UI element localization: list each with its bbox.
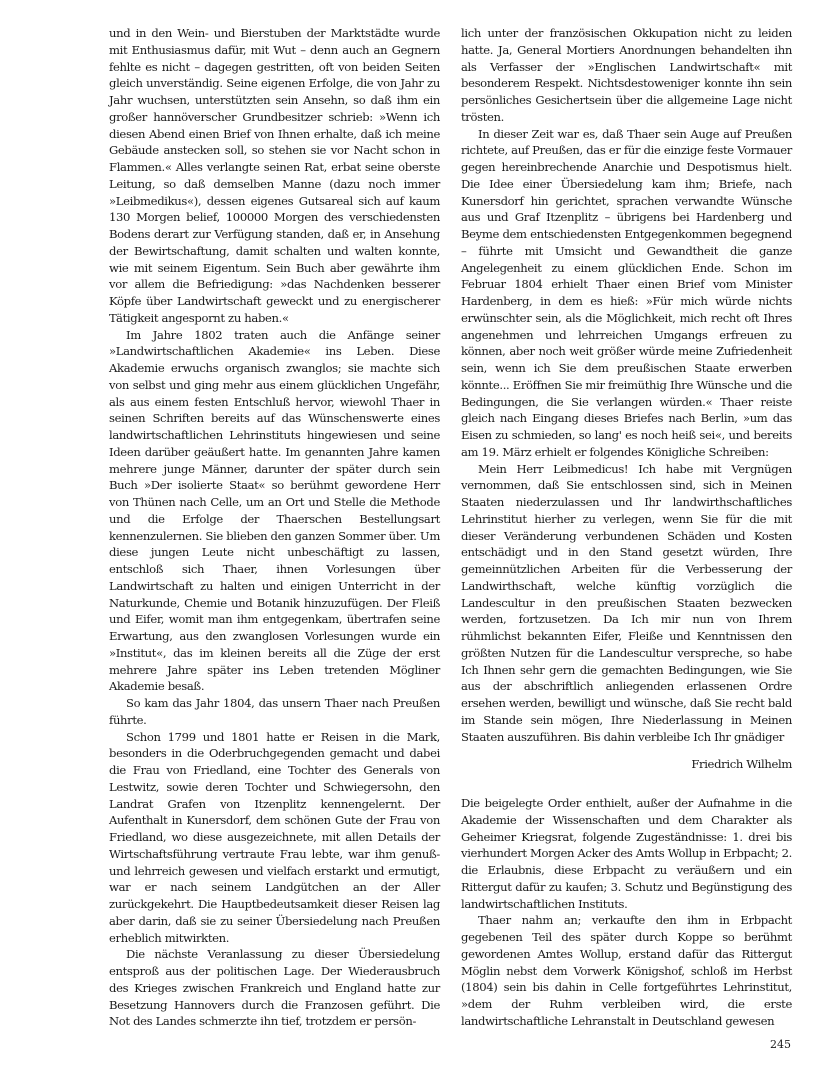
paragraph: Im Jahre 1802 traten auch die Anfänge seiner »Landwirtschaftlichen Akademie« ins Leben. Diese Akademie erwuchs organisch zwanglos; sie machte sich von selbst und ging mehr aus einem glücklichen Ungefähr, als aus einem festen Entschluß hervor, wiewohl Thaer in seinen Schriften bereits auf das Wünschenswerte eines landwirtschaftlichen Lehrinstituts hingewiesen und seine Ideen darüber geäußert hatte. Im genannten Jahre kamen mehrere junge Männer, darunter der später durch sein Buch »Der isolierte Staat« so berühmt gewordene Herr von Thünen nach Celle, um an Ort und Stelle die Methode und die Erfolge der Thaerschen Bestellungsart kennenzulernen. Sie blieben den ganzen Sommer über. Um diese jungen Leute nicht unbeschäftigt zu lassen, entschloß sich Thaer, ihnen Vorlesungen über Landwirtschaft zu halten und einigen Unterricht in der Naturkunde, Chemie und Botanik hinzuzufügen. Der Fleiß und Eifer, womit man ihm entgegenkam, übertrafen seine Erwartung, aus den zwanglosen Vorlesungen wurde ein »Institut«, das im kleinen bereits all die Züge der erst mehrere Jahre später ins Leben tretenden Mögliner Akademie besaß. bbox=[109, 327, 440, 694]
paragraph: In dieser Zeit war es, daß Thaer sein Auge auf Preußen richtete, auf Preußen, das er für die einzige feste Vormauer gegen hereinbrechende Anarchie und Despotismus hielt. Die Idee einer Übersiedelung kam ihm; Briefe, nach Kunersdorf hin gerichtet, sprachen verwandte Wünsche aus und Graf Itzenplitz – übrigens bei Hardenberg und Beyme dem entschiedensten Entgegenkommen begegnend – führte mit Umsicht und Gewandtheit die ganze Angelegenheit zu einem glücklichen Ende. Schon im Februar 1804 erhielt Thaer einen Brief vom Minister Hardenberg, in dem es hieß: »Für mich würde nichts erwünschter sein, als die Möglichkeit, mich recht oft Ihres angenehmen und lehrreichen Umgangs erfreuen zu können, aber noch weit größer würde meine Zufriedenheit sein, wenn ich Sie dem preußischen Staate erwerben könnte... Eröffnen Sie mir freimüthig Ihre Wünsche und die Bedingungen, die Sie verlangen würden.« Thaer reiste gleich nach Eingang dieses Briefes nach Berlin, »um das Eisen zu schmieden, so lang' es noch heiß sei«, und bereits am 19. März erhielt er folgendes Königliche Schreiben: bbox=[461, 126, 792, 459]
paragraph: lich unter der französischen Okkupation nicht zu leiden hatte. Ja, General Mortiers Anordnungen behandelten ihn als Verfasser der »Englischen Landwirtschaft« mit besonderem Respekt. Nichtsdestoweniger konnte ihn sein persönliches Gesichertsein über die allgemeine Lage nicht trösten. bbox=[461, 26, 792, 124]
left-column bbox=[109, 25, 440, 1030]
paragraph: Schon 1799 und 1801 hatte er Reisen in die Mark, besonders in die Oderbruchgegenden gemacht und dabei die Frau von Friedland, eine Tochter des Generals von Lestwitz, sowie deren Tochter und Schwiegersohn, den Landrat Grafen von Itzenplitz kennengelernt. Der Aufenthalt in Kunersdorf, dem schönen Gute der Frau von Friedland, wo diese ausgezeichnete, mit allen Details der Wirtschaftsführung vertraute Frau lebte, war ihm genuß- und lehrreich gewesen und vielfach erstarkt und ermutigt, war er nach seinem Landgütchen an der Aller zurückgekehrt. Die Hauptbedeutsamkeit dieser Reisen lag aber darin, daß sie zu seiner Übersiedelung nach Preußen erheblich mitwirkten. bbox=[109, 729, 440, 945]
paragraph: So kam das Jahr 1804, das unsern Thaer nach Preußen führte. bbox=[109, 696, 440, 727]
paragraph: Thaer nahm an; verkaufte den ihm in Erbpacht gegebenen Teil des später durch Koppe so berühmt gewordenen Amtes Wollup, erstand dafür das Rittergut Möglin nebst dem Vorwerk Königshof, schloß im Herbst (1804) sein bis dahin in Celle fortgeführtes Lehrinstitut, »dem der Ruhm verbleiben wird, die erste landwirtschaftliche Lehranstalt in Deutschland gewesen bbox=[461, 913, 792, 1028]
paragraph: und in den Wein- und Bierstuben der Marktstädte wurde mit Enthusiasmus dafür, mit Wut – denn auch an Gegnern fehlte es nicht – dagegen gestritten, oft von beiden Seiten gleich unverständig. Seine eigenen Erfolge, die von Jahr zu Jahr wuchsen, unterstützten sein Ansehn, so daß ihm ein großer hannöverscher Grundbesitzer schrieb: »Wenn ich diesen Abend einen Brief von Ihnen erhalte, daß ich meine Gebäude anstecken soll, so stehen sie vor Nacht schon in Flammen.« Alles verlangte seinen Rat, erbat seine oberste Leitung, so daß demselben Manne (dazu noch immer »Leibmedikus«), dessen eigenes Gutsareal sich auf kaum 130 Morgen belief, 100000 Morgen des verschiedensten Bodens derart zur Verfügung standen, daß er, in Ansehung der Bewirtschaftung, damit schalten und walten konnte, wie mit seinem Eigentum. Sein Buch aber gewährte ihm vor allem die Befriedigung: »das Nachdenken besserer Köpfe über Landwirtschaft geweckt und zu energischerer Tätigkeit angespornt zu haben.« bbox=[109, 26, 440, 325]
page-number: 245 bbox=[770, 1038, 791, 1051]
paragraph: Die beigelegte Order enthielt, außer der Aufnahme in die Akademie der Wissenschaften und dem Charakter als Geheimer Kriegsrat, folgende Zugeständnisse: 1. drei bis vierhundert Morgen Acker des Amts Wollup in Erbpacht; 2. die Erlaubnis, diese Erbpacht zu veräußern und ein Rittergut dafür zu kaufen; 3. Schutz und Begünstigung des landwirtschaftlichen Instituts. bbox=[461, 796, 793, 911]
paragraph: Die nächste Veranlassung zu dieser Übersiedelung entsproß aus der politischen Lage. Der Wiederausbruch des Krieges zwischen Frankreich und England hatte zur Besetzung Hannovers durch die Franzosen geführt. Die Not des Landes schmerzte ihn tief, trotzdem er persön- bbox=[109, 947, 440, 1029]
quoted-letter: Mein Herr Leibmedicus! Ich habe mit Vergnügen vernommen, daß Sie entschlossen sind, sich in Meinen Staaten niederzulassen und Ihr landwirthschaftliches Lehrinstitut hierher zu verlegen, wenn Sie für die mit dieser Veränderung verbundenen Schäden und Kosten entschädigt und in den Stand gesetzt würden, Ihre gemeinnützlichen Arbeiten für die Verbesserung der Landwirthschaft, welche künftig vorzüglich die Landescultur in den preußischen Staaten bezwecken werden, fortzusetzen. Da Ich mir nun von Ihrem rühmlichst bekannten Eifer, Fleiße und Kenntnissen den größten Nutzen für die Landescultur verspreche, so habe Ich Ihnen sehr gern die gemachten Bedingungen, wie Sie aus der abschriftlich anliegenden erlassenen Ordre ersehen werden, bewilligt und wünsche, daß Sie recht bald im Stande sein mögen, Ihre Niederlassung in Meinen Staaten auszuführen. Bis dahin verbleibe Ich Ihr gnädiger bbox=[461, 461, 792, 744]
right-column bbox=[461, 25, 792, 1030]
letter-signature: Friedrich Wilhelm bbox=[691, 757, 792, 772]
